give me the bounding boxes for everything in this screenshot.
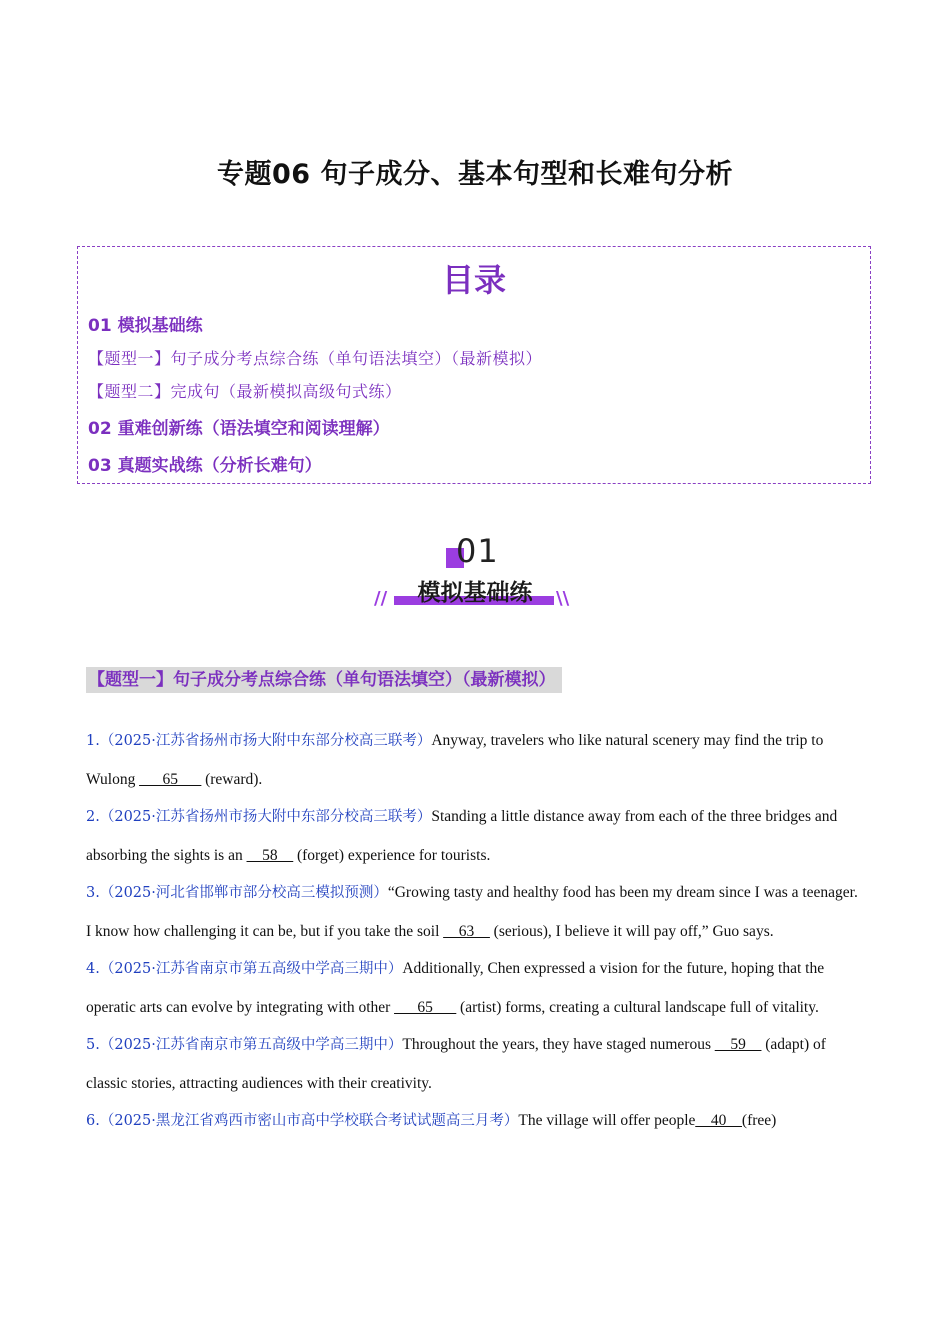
question-text-after: (adapt) of classic stories, attracting audiences with their creativity. [86,1036,826,1092]
question-text: “Growing tasty and healthy food has been my dream since I was a teenager. I know how challenging it can be, but if you take the soil [86,884,858,940]
question-text-after: (reward). [201,770,263,788]
question-text: Anyway, travelers who like natural scenery may find the trip to Wulong [86,732,824,788]
question-item [86,798,866,874]
question-source: （2025·黑龙江省鸡西市密山市高中学校联合考试试题高三月考） [99,1113,519,1129]
question-number: 6. [86,1113,100,1129]
answer-blank: ___65___ [139,770,202,788]
question-number: 5. [86,1037,100,1053]
question-source: （2025·江苏省南京市第五高级中学高三期中） [99,1037,403,1053]
question-number: 4. [86,961,100,977]
toc-item-type-1[interactable]: 【题型一】句子成分考点综合练（单句语法填空）（最新模拟） [88,349,543,368]
toc-item-type-2[interactable]: 【题型二】完成句（最新模拟高级句式练） [88,382,402,401]
question-number: 3. [86,885,100,901]
question-text: Additionally, Chen expressed a vision for the future, hoping that the operatic arts can evolve by integrating with other [86,960,825,1016]
question-text-after: (forget) experience for tourists. [293,846,491,864]
question-list [86,722,866,1141]
question-item [86,950,866,1026]
right-slash-decoration: \\ [556,588,570,609]
page-title: 专题06 句子成分、基本句型和长难句分析 [217,159,733,190]
question-text-after: (free) [741,1112,777,1129]
question-item [86,1026,866,1102]
toc-item-02[interactable]: 02 重难创新练（语法填空和阅读理解） [88,419,390,439]
toc-heading: 目录 [441,261,506,299]
question-number: 2. [86,809,100,825]
toc-item-01[interactable]: 01 模拟基础练 [88,316,203,336]
question-text: The village will offer people [518,1112,696,1129]
section-number: 01 [456,532,499,570]
question-source: （2025·河北省邯郸市部分校高三模拟预测） [99,885,388,901]
left-slash-decoration: // [374,588,388,609]
answer-blank: __40__ [695,1112,742,1129]
question-item [86,874,866,950]
question-type-label: 【题型一】句子成分考点综合练（单句语法填空）（最新模拟） [86,667,562,693]
section-title: 模拟基础练 [417,580,533,606]
question-text: Standing a little distance away from each of the three bridges and absorbing the sights is an [86,808,838,864]
question-item [86,722,866,798]
question-text: Throughout the years, they have staged numerous [402,1036,715,1053]
toc-item-03[interactable]: 03 真题实战练（分析长难句） [88,456,322,476]
question-number: 1. [86,733,100,749]
question-source: （2025·江苏省扬州市扬大附中东部分校高三联考） [99,809,432,825]
answer-blank: ___65___ [394,998,457,1016]
answer-blank: __59__ [714,1036,762,1053]
table-of-contents [77,246,871,484]
section-badge [370,532,580,612]
question-source: （2025·江苏省南京市第五高级中学高三期中） [99,961,403,977]
answer-blank: __58__ [246,846,294,864]
question-text-after: (serious), I believe it will pay off,” Guo says. [489,922,774,940]
answer-blank: __63__ [443,922,490,940]
question-source: （2025·江苏省扬州市扬大附中东部分校高三联考） [99,733,432,749]
question-text-after: (artist) forms, creating a cultural landscape full of vitality. [456,998,819,1016]
question-item [86,1102,866,1141]
